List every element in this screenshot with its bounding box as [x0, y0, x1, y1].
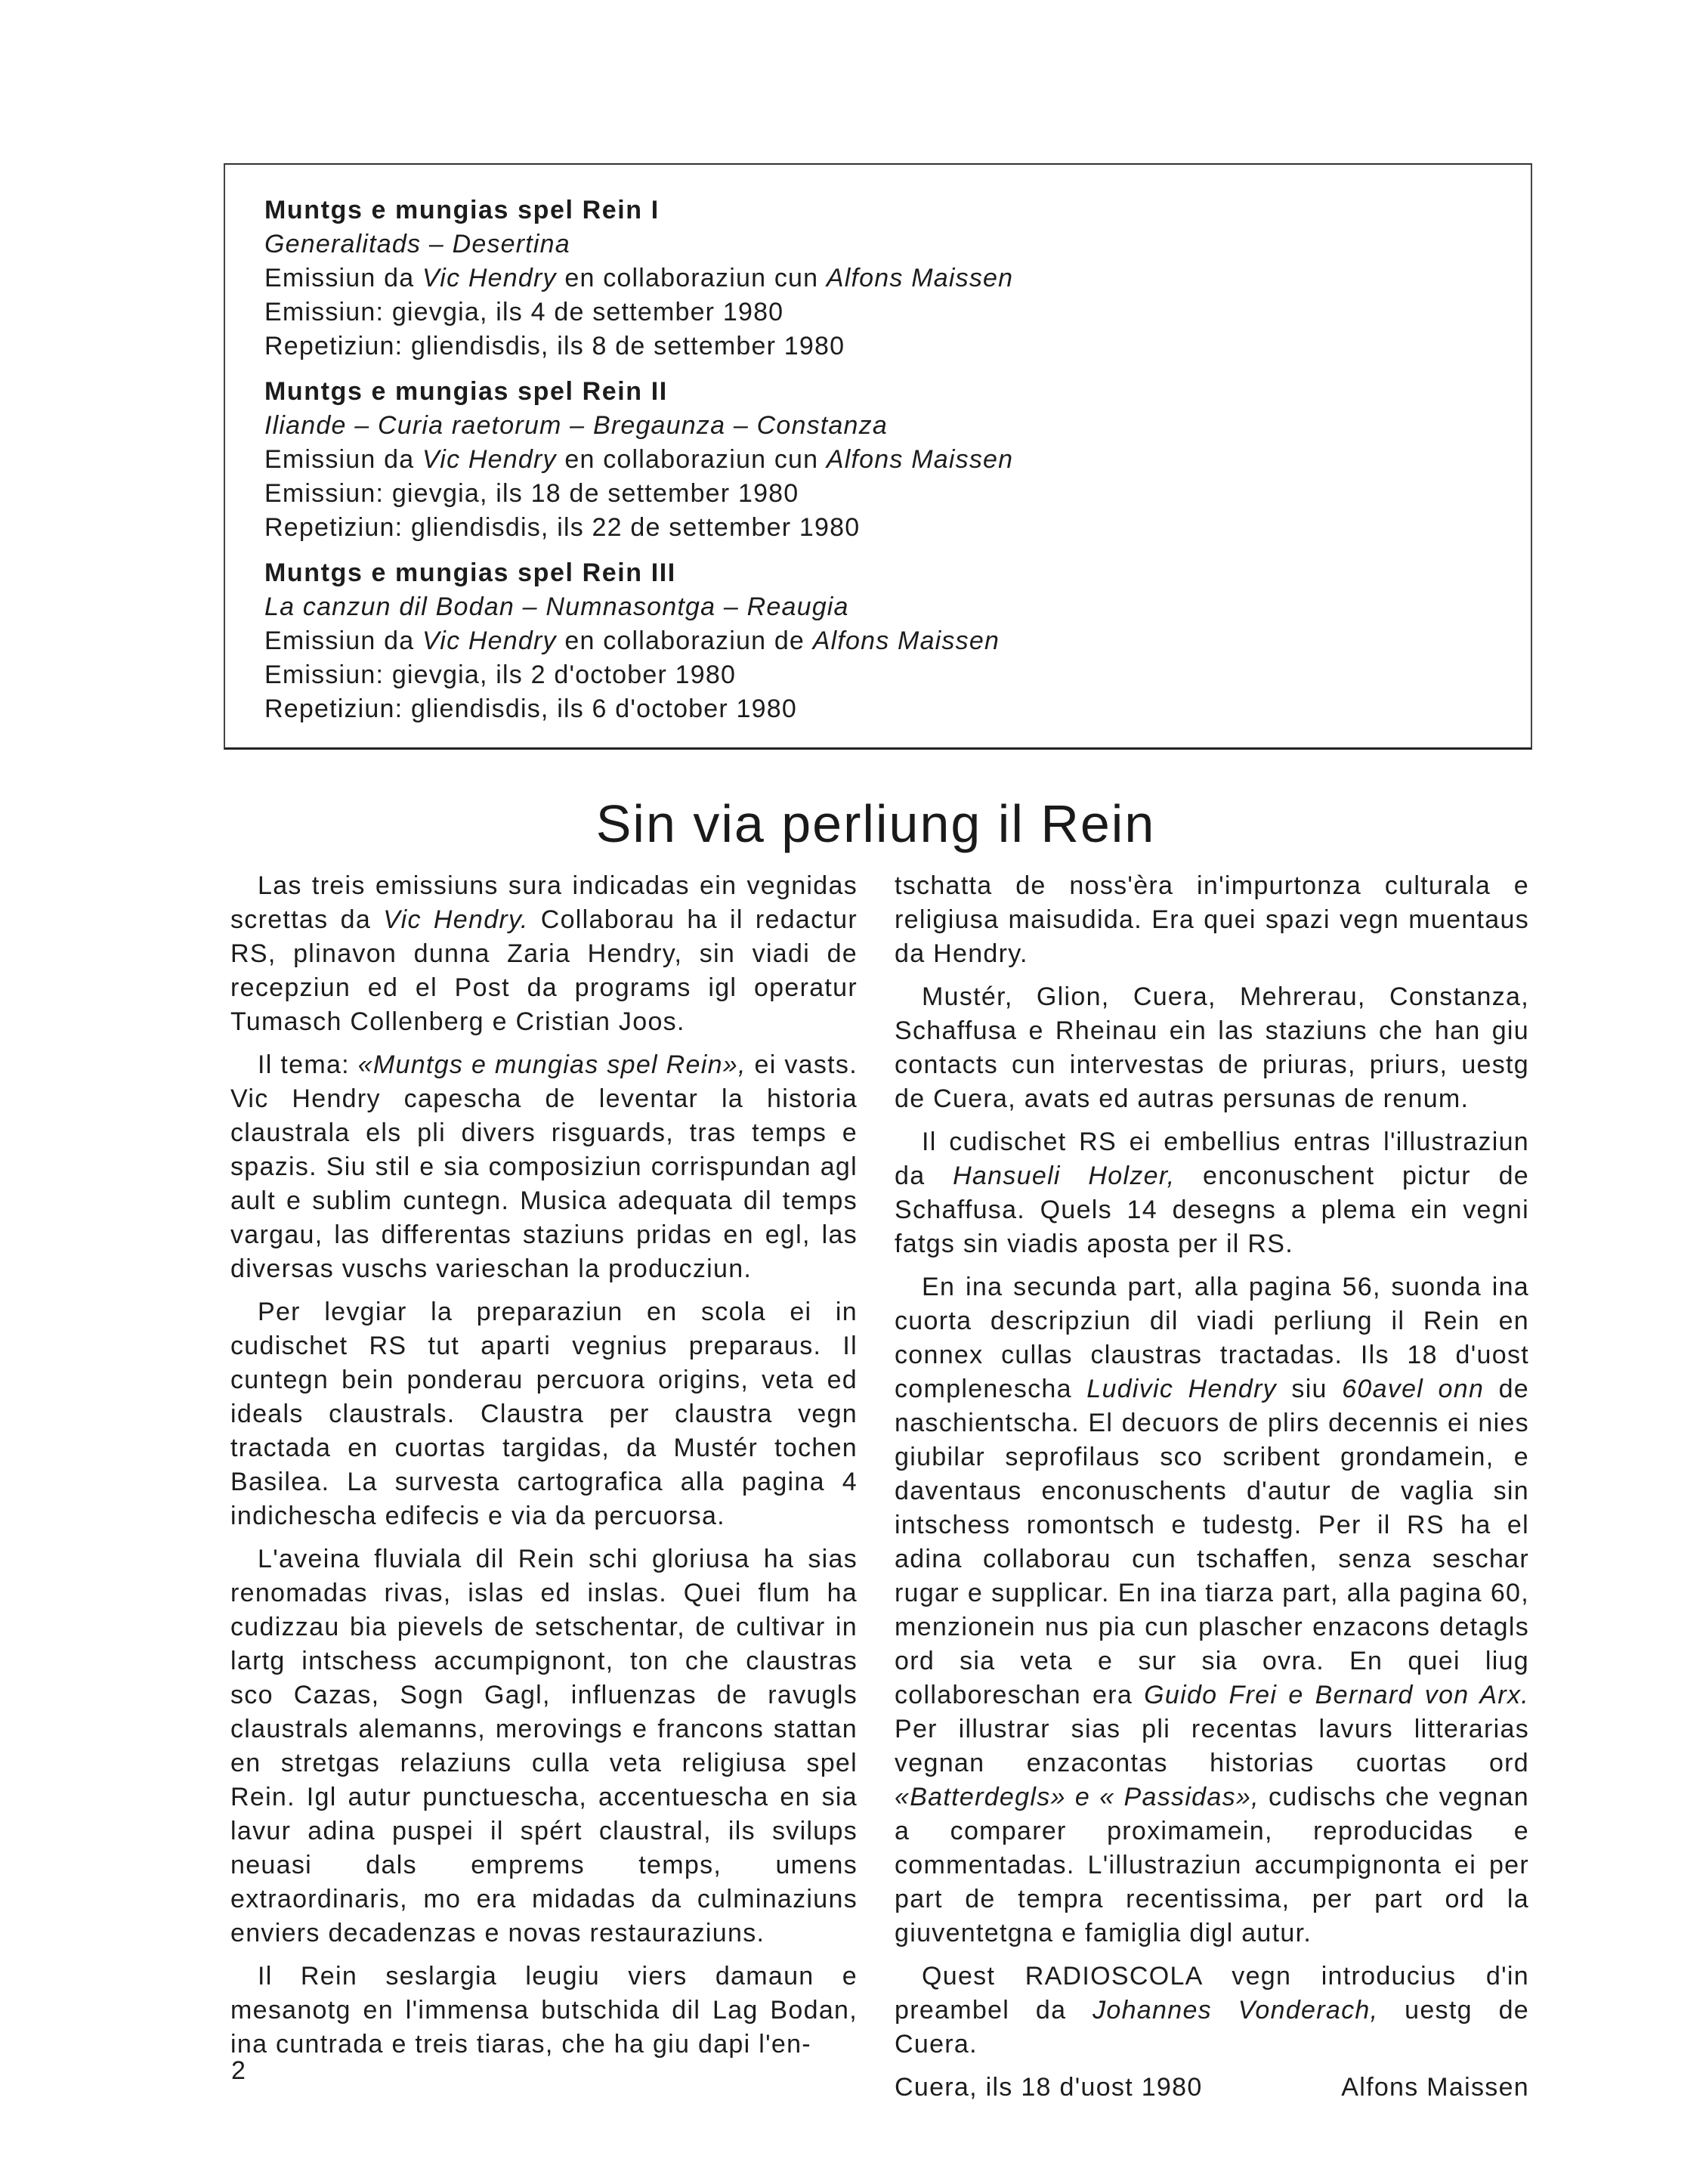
emission-credits: Emissiun da Vic Hendry en collaboraziun de Alfons Maissen	[264, 626, 1000, 655]
collaborator-name: Alfons Maissen	[826, 445, 1014, 474]
broadcast-schedule-box	[224, 163, 1532, 750]
author-name: Vic Hendry	[422, 626, 557, 655]
collaborator-name: Alfons Maissen	[826, 264, 1014, 292]
signature: Alfons Maissen	[1341, 2073, 1529, 2102]
emission-date: Emissiun: gievgia, ils 4 de settember 1980	[264, 298, 784, 326]
paragraph: Las treis emissiuns sura indicadas ein vegnidas screttas da Vic Hendry. Collaborau ha il redactur RS, plinavon dunna Zaria Hendry, sin viadi de recepziun ed el Post da programs igl operatur Tumasch Collenberg e Cristian Joos.	[230, 871, 858, 1036]
emission-entry-2	[264, 375, 1504, 545]
paragraph: Quest RADIOSCOLA vegn introducius d'in preambel da Johannes Vonderach, uestg de Cuera.	[895, 1962, 1529, 2059]
signature-line	[895, 2071, 1529, 2105]
article-column-left	[230, 869, 858, 2071]
article-heading: Sin via perliung il Rein	[595, 794, 1156, 853]
repeat-date: Repetiziun: gliendisdis, ils 22 de settember 1980	[264, 513, 861, 542]
repeat-date: Repetiziun: gliendisdis, ils 6 d'october 1980	[264, 694, 797, 723]
repeat-date: Repetiziun: gliendisdis, ils 8 de settember 1980	[264, 332, 845, 360]
paragraph: En ina secunda part, alla pagina 56, suonda ina cuorta descripziun dil viadi perliung il Rein en connex cullas claustras tractadas. Ils 18 d'uost complenescha Ludivic Hendry siu 60avel onn de naschientscha. El decuors de plirs decennis ei nies giubilar seprofilaus sco scribent grondamein, e daventaus enconuschents d'autur de vaglia sin intschess romontsch e tudestg. Per il RS ha el adina collaborau cun tschaffen, senza seschar rugar e supplicar. En ina tiarza part, alla pagina 60, menzionein nus pia cun plascher enzacons detagls ord sia veta e sur sia ovra. En quei liug collaboreschan era Guido Frei e Bernard von Arx. Per illustrar sias pli recentas lavurs litterarias vegnan enzacontas historias cuortas ord «Batterdegls» e « Passidas», cudischs che vegnan a comparer proximamein, reproducidas e commentadas. L'illustraziun accumpignonta ei per part de tempra recentissima, per part ord la giuventetgna e famiglia digl autur.	[895, 1273, 1530, 1947]
paragraph: Mustér, Glion, Cuera, Mehrerau, Constanza, Schaffusa e Rheinau ein las staziuns che han giu contacts cun intervestas de priuras, priurs, uestg de Cuera, avats ed autras persunas de renum.	[895, 982, 1529, 1113]
paragraph: L'aveina fluviala dil Rein schi gloriusa ha sias renomadas rivas, islas ed inslas. Quei flum ha cudizzau bia pievels de setschentar, de cultivar in lartg intschess accumpignont, ton che claustras sco Cazas, Sogn Gagl, influenzas de ravugls claustrals alemanns, merovings e francons stattan en stretgas relaziuns culla veta religiusa spel Rein. Igl autur punctuescha, accentuescha en sia lavur adina puspei il spért claustral, ils svilups neuasi dals emprems temps, umens extraordinaris, mo era midadas da culminaziuns enviers decadenzas e novas restauraziuns.	[230, 1545, 858, 1947]
emission-title: Muntgs e mungias spel Rein II	[264, 377, 668, 406]
emission-title: Muntgs e mungias spel Rein I	[264, 196, 660, 224]
paragraph: Il tema: «Muntgs e mungias spel Rein», ei vasts. Vic Hendry capescha de leventar la historia claustrala els pli divers risguards, tras temps e spazis. Siu stil e sia composiziun corrispundan agl ault e sublim cuntegn. Musica adequata dil temps vargau, las differentas staziuns pridas en egl, las diversas vuschs varieschan la producziun.	[230, 1050, 858, 1283]
paragraph: Per levgiar la preparaziun en scola ei in cudischet RS tut aparti vegnius preparaus. Il cuntegn bein ponderau percuora origins, veta ed ideals claustrals. Claustra per claustra vegn tractada en cuortas targidas, da Mustér tochen Basilea. La survesta cartografica alla pagina 4 indichescha edifecis e via da percuorsa.	[230, 1298, 858, 1530]
emission-entry-3	[264, 556, 1504, 726]
emission-date: Emissiun: gievgia, ils 18 de settember 1980	[264, 479, 799, 508]
emission-credits: Emissiun da Vic Hendry en collaboraziun cun Alfons Maissen	[264, 445, 1014, 474]
paragraph: Il cudischet RS ei embellius entras l'illustraziun da Hansueli Holzer, enconuschent pictur de Schaffusa. Quels 14 desegns a plema ein vegni fatgs sin viadis aposta per il RS.	[895, 1128, 1529, 1258]
author-name: Vic Hendry	[422, 445, 557, 474]
emission-subtitle: Iliande – Curia raetorum – Bregaunza – Constanza	[264, 411, 888, 440]
author-name: Vic Hendry	[422, 264, 557, 292]
emission-entry-1	[264, 193, 1504, 363]
emission-date: Emissiun: gievgia, ils 2 d'october 1980	[264, 660, 737, 689]
page-number: 2	[231, 2056, 246, 2085]
emission-subtitle: La canzun dil Bodan – Numnasontga – Reaugia	[264, 592, 849, 621]
collaborator-name: Alfons Maissen	[812, 626, 1000, 655]
emission-title: Muntgs e mungias spel Rein III	[264, 558, 676, 587]
paragraph: Il Rein seslargia leugiu viers damaun e mesanotg en l'immensa butschida dil Lag Bodan, ina cuntrada e treis tiaras, che ha giu dapi l'en-	[230, 1962, 858, 2059]
paragraph: tschatta de noss'èra in'impurtonza culturala e religiusa maisudida. Era quei spazi vegn muentaus da Hendry.	[895, 871, 1529, 968]
article-column-right	[895, 869, 1529, 2105]
place-date: Cuera, ils 18 d'uost 1980	[895, 2073, 1203, 2102]
broadcast-schedule	[264, 193, 1504, 738]
emission-credits: Emissiun da Vic Hendry en collaboraziun cun Alfons Maissen	[264, 264, 1014, 292]
emission-subtitle: Generalitads – Desertina	[264, 230, 570, 258]
